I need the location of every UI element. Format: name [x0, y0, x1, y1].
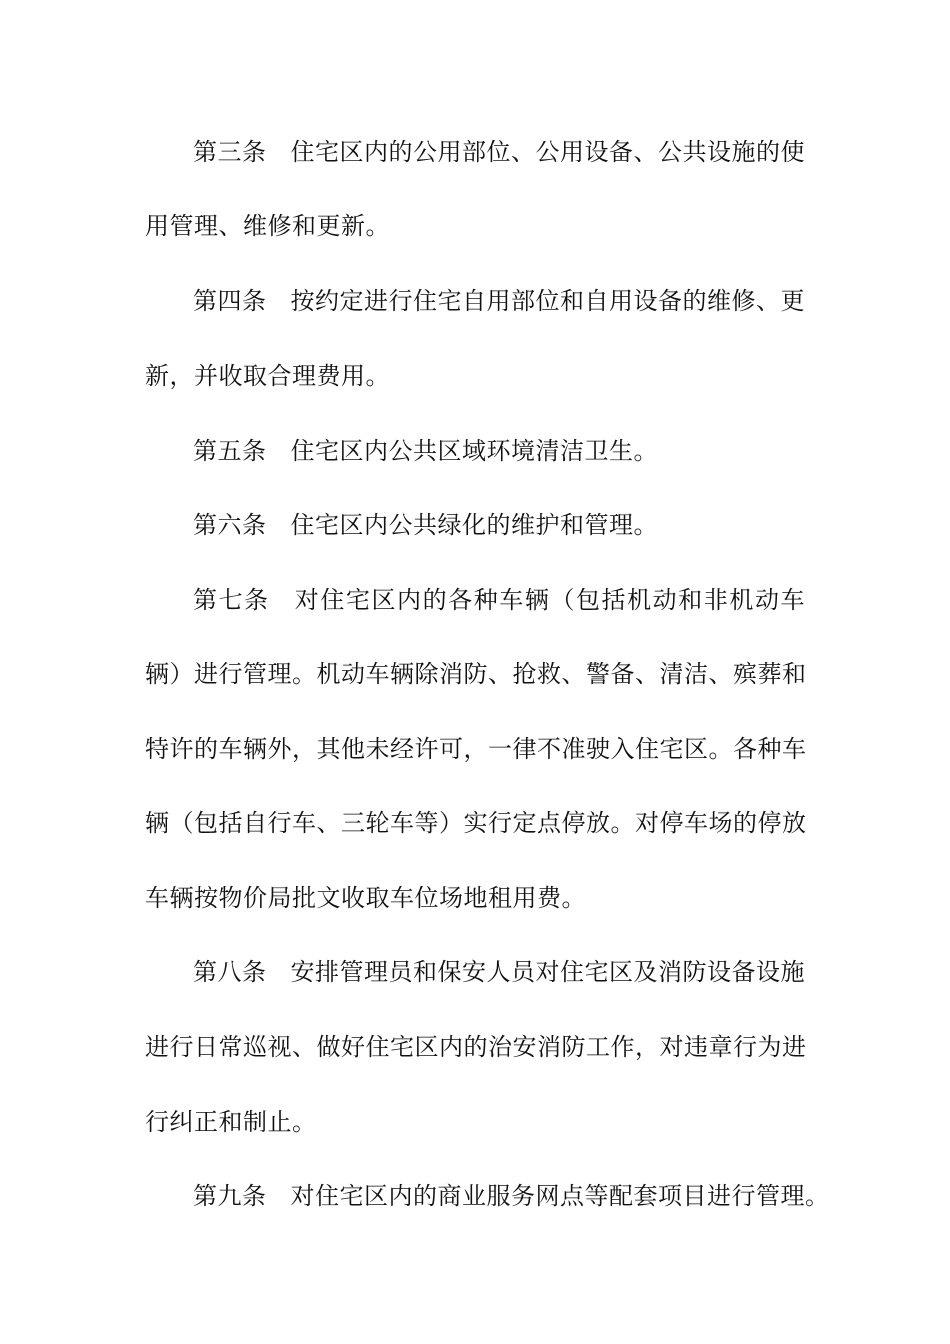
article-7-heading: 第七条 — [193, 586, 270, 614]
article-8-heading: 第八条 — [193, 958, 267, 986]
article-9-line-1 — [193, 1181, 830, 1211]
article-9-text: 对住宅区内的商业服务网点等配套项目进行管理。 — [290, 1182, 830, 1210]
article-4-line-1 — [193, 286, 805, 316]
article-4-heading: 第四条 — [193, 287, 267, 315]
article-3-line-2: 用管理、维修和更新。 — [145, 212, 390, 240]
article-9-heading: 第九条 — [193, 1182, 267, 1210]
article-3-line-1 — [193, 137, 805, 167]
article-8-line-1 — [193, 957, 805, 987]
article-8-text: 安排管理员和保安人员对住宅区及消防设备设施 — [290, 958, 805, 986]
article-6-text: 住宅区内公共绿化的维护和管理。 — [290, 511, 658, 539]
article-4-text: 按约定进行住宅自用部位和自用设备的维修、更 — [290, 287, 805, 315]
article-5-heading: 第五条 — [193, 437, 267, 465]
article-7-line-3: 特许的车辆外，其他未经许可，一律不准驶入住宅区。各种车 — [145, 735, 807, 763]
article-4-line-2: 新，并收取合理费用。 — [145, 362, 390, 390]
article-5-line-1 — [193, 436, 805, 466]
article-7-line-4: 辆（包括自行车、三轮车等）实行定点停放。对停车场的停放 — [145, 809, 807, 837]
article-7-line-5: 车辆按物价局批文收取车位场地租用费。 — [145, 884, 586, 912]
article-3-heading: 第三条 — [193, 138, 267, 166]
article-5-text: 住宅区内公共区域环境清洁卫生。 — [290, 437, 658, 465]
article-6-line-1 — [193, 510, 805, 540]
article-7-text: 对住宅区内的各种车辆（包括机动和非机动车 — [293, 586, 806, 614]
article-7-line-2: 辆）进行管理。机动车辆除消防、抢救、警备、清洁、殡葬和 — [145, 660, 807, 688]
article-8-line-3: 行纠正和制止。 — [145, 1108, 317, 1136]
article-8-line-2: 进行日常巡视、做好住宅区内的治安消防工作，对违章行为进 — [145, 1033, 807, 1061]
article-7-line-1 — [193, 585, 805, 615]
article-3-text: 住宅区内的公用部位、公用设备、公共设施的使 — [290, 138, 805, 166]
article-6-heading: 第六条 — [193, 511, 267, 539]
